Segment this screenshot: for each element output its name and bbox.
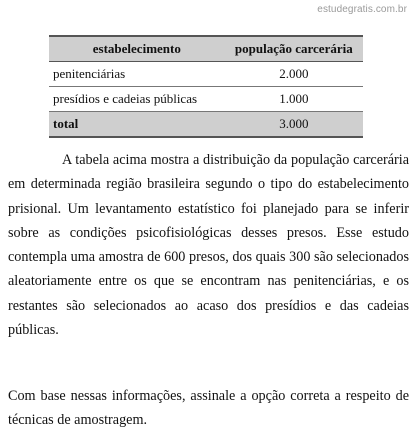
question-text: Com base nessas informações, assinale a opção correta a respeito de técnicas de amostragem.	[8, 388, 409, 429]
table-row	[49, 62, 363, 87]
cell-population: 1.000	[225, 87, 363, 112]
watermark: estudegratis.com.br	[317, 4, 407, 15]
table-total-row	[49, 112, 363, 138]
total-label: total	[49, 112, 225, 138]
table-row	[49, 87, 363, 112]
total-value: 3.000	[225, 112, 363, 138]
body-paragraph: A tabela acima mostra a distribuição da população carcerária em determinada região brasileira segundo o tipo do estabelecimento prisional. Um levantamento estatístico foi planejado para se inferir sobre as condições psicofisiológicas desses presos. Esse estudo contempla uma amostra de 600 presos, dos quais 300 são selecionados aleatoriamente entre os que se encontram nas penitenciárias, e os restantes são selecionados ao acaso dos presídios e das cadeias públicas.	[8, 152, 409, 339]
cell-establishment: presídios e cadeias públicas	[49, 87, 225, 112]
header-population: população carcerária	[225, 36, 363, 62]
table-header-row	[49, 36, 363, 62]
population-table	[49, 35, 363, 138]
header-establishment: estabelecimento	[49, 36, 225, 62]
cell-establishment: penitenciárias	[49, 62, 225, 87]
cell-population: 2.000	[225, 62, 363, 87]
